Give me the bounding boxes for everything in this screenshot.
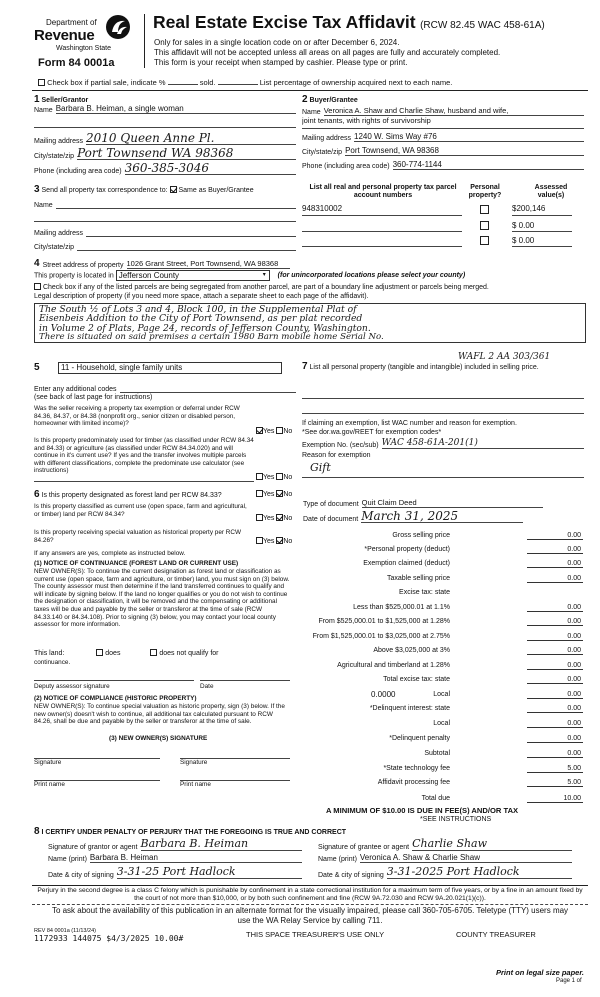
signature-label-2: Signature xyxy=(180,759,208,766)
alt-format-text: To ask about the availability of this publication in an alternate format for the visually impaired, please call 360-705-6705. Teletype (TTY) users may use the WA Relay Service by calling 711. xyxy=(51,906,569,925)
grantee-name-row: Name (print) Veronica A. Shaw & Charlie Shaw xyxy=(318,853,572,863)
seller-mailing-row: Mailing address 2010 Queen Anne Pl. xyxy=(34,132,296,145)
buyer-heading: 2 Buyer/Grantee xyxy=(302,94,358,105)
open-space-answer: Yes No xyxy=(256,514,292,522)
buyer-city-row: City/state/zip Port Townsend, WA 98368 xyxy=(302,146,584,156)
serial-number: WAFL 2 AA 303/361 xyxy=(458,352,551,362)
calc-row-tech-fee: *State technology fee 5.00 xyxy=(383,765,581,772)
exemption-question: Was the seller receiving a property tax exemption or deferral under RCW 84.36, 84.37, or 84.38 (nonprofit org., senior citizen or disabled person, homeowner with limited income)? xyxy=(34,405,240,428)
perjury-text: Perjury in the second degree is a class C felony which is punishable by confinement in a state correctional institution for a maximum term of five years, or by a fine in an amount fixed by the court of not more than $10,000, or by both such confinement and fine (RCW 9A.72.030 and RCW 9A.20.021(1)(c)). xyxy=(37,887,583,902)
continuance-word: continuance. xyxy=(34,659,71,666)
penalty-field[interactable]: 0.00 xyxy=(527,735,583,743)
codes-row: Enter any additional codes xyxy=(34,384,296,393)
treasurer-use-label: THIS SPACE TREASURER'S USE ONLY xyxy=(246,930,385,939)
corr-city-field[interactable] xyxy=(77,242,296,251)
forest-yes-checkbox[interactable] xyxy=(256,490,263,497)
calc-row-penalty: *Delinquent penalty 0.00 xyxy=(389,735,581,742)
wac-note: *See dor.wa.gov/REET for exemption codes* xyxy=(302,429,442,436)
legal-label: Legal description of property (if you need more space, attach a separate sheet to each page of the affidavit). xyxy=(34,293,369,300)
grantor-name-row: Name (print) Barbara B. Heiman xyxy=(48,853,302,863)
grantee-name-field[interactable]: Veronica A. Shaw & Charlie Shaw xyxy=(360,853,572,863)
perjury-rule xyxy=(32,885,588,886)
seller-name-row: Name Barbara B. Heiman, a single woman xyxy=(34,104,296,114)
grantor-date-field[interactable]: 3-31-25 Port Hadlock xyxy=(117,866,302,879)
parcels-heading: List all real and personal property tax parcel account numbers xyxy=(309,184,457,199)
corr-name-field-2[interactable] xyxy=(34,220,296,222)
agri-field[interactable]: 0.00 xyxy=(527,662,583,670)
farm-question: Is this property predominately used for timber (as classified under RCW 84.34 and 84.33) or agriculture (as classified under RCW 84.34.020) and will continue in it's current use? If yes and the transfer involves multiple parcels with different classifications, complete the predominate use calculator (see instructions) xyxy=(34,437,254,475)
seller-city-field[interactable]: Port Townsend WA 98368 xyxy=(77,147,296,160)
calc-row-local: 0.0000 Local 0.00 xyxy=(371,690,581,699)
header-note-2: This affidavit will not be accepted unless all areas on all pages are fully and accurately completed. xyxy=(154,48,501,57)
historic-answer: Yes No xyxy=(256,537,292,545)
certification-section xyxy=(34,826,586,884)
continuance-heading: (1) NOTICE OF CONTINUANCE (FOREST LAND OR CURRENT USE) xyxy=(34,560,239,567)
grantor-signature-row: Signature of grantor or agent Barbara B. Heiman xyxy=(48,838,302,851)
interest-local-field[interactable]: 0.00 xyxy=(527,720,583,728)
title-statute: (RCW 82.45 WAC 458-61A) xyxy=(420,20,545,31)
section7-text: 7 List all personal property (tangible and intangible) included in selling price. xyxy=(302,361,539,372)
dept-line1: Department of xyxy=(46,18,97,27)
calc-row-gross: Gross selling price 0.00 xyxy=(392,532,581,539)
compliance-heading: (2) NOTICE OF COMPLIANCE (HISTORIC PROPERTY) xyxy=(34,695,197,702)
header-divider xyxy=(144,14,145,68)
buyer-phone-field[interactable]: 360-774-1144 xyxy=(393,160,584,170)
reason-underline xyxy=(302,476,584,478)
calc-row-taxable: Taxable selling price 0.00 xyxy=(386,575,581,582)
street-row: 4 Street address of property 1026 Grant Street, Port Townsend, WA 98368 xyxy=(34,258,290,269)
gross-price-field[interactable]: 0.00 xyxy=(527,532,583,540)
property-location-section xyxy=(34,258,586,342)
assessed-value-1[interactable]: $200,146 xyxy=(512,204,572,216)
sold-label: sold. xyxy=(199,78,216,87)
partial-percent-field[interactable] xyxy=(168,78,198,85)
doc-date-field[interactable]: March 31, 2025 xyxy=(361,510,523,523)
subtotal-field[interactable]: 0.00 xyxy=(527,750,583,758)
legal-line-2: Eisenbeis Addition to the City of Port Townsend, as per plat recorded xyxy=(39,313,363,325)
grantee-date-row: Date & city of signing 3-31-2025 Port Hadlock xyxy=(318,866,572,879)
grantor-date-row: Date & city of signing 3-31-25 Port Hadlock xyxy=(48,866,302,879)
personal-property-field-1[interactable] xyxy=(302,397,584,399)
header-rule xyxy=(32,90,588,91)
corr-city-row: City/state/zip xyxy=(34,242,296,251)
partial-note: List percentage of ownership acquired next to each name. xyxy=(259,78,453,87)
buyer-mailing-row: Mailing address 1240 W. Sims Way #76 xyxy=(302,132,584,142)
total-due-field[interactable]: 10.00 xyxy=(527,795,583,803)
cashier-stamp: 1172933 144075 $4/3/2025 10.00# xyxy=(34,934,184,943)
corr-name-row: Name xyxy=(34,200,296,209)
partial-sale-row xyxy=(38,78,452,87)
certify-text: 8 I CERTIFY UNDER PENALTY OF PERJURY THAT THE FOREGOING IS TRUE AND CORRECT xyxy=(34,826,347,837)
form-number: Form 84 0001a xyxy=(38,57,115,69)
revenue-swirl-icon xyxy=(104,12,132,42)
taxable-price-field[interactable]: 0.00 xyxy=(527,575,583,583)
deputy-label: Deputy assessor signature xyxy=(34,683,110,690)
historic-no-checkbox[interactable] xyxy=(276,537,283,544)
buyer-mailing-field[interactable]: 1240 W. Sims Way #76 xyxy=(354,132,584,142)
legal-line-1: The South ½ of Lots 3 and 4, Block 100, in the Supplemental Plat of xyxy=(39,304,357,315)
grantee-signature-row: Signature of grantee or agent Charlie Shaw xyxy=(318,838,572,851)
forest-land-section xyxy=(34,489,296,819)
footer-rule xyxy=(32,904,588,905)
calc-row-subtotal: Subtotal 0.00 xyxy=(424,750,581,757)
segregated-row: Check box if any of the listed parcels are being segregated from another parcel, are part of a boundary line adjustment or parcels being merged. xyxy=(34,283,489,291)
buyer-phone-row: Phone (including area code) 360-774-1144 xyxy=(302,160,584,170)
sold-field[interactable] xyxy=(218,78,258,85)
land-use-select[interactable]: 11 - Household, single family units xyxy=(58,362,282,374)
parcel-field-2[interactable] xyxy=(302,221,462,232)
seller-city-row: City/state/zip Port Townsend WA 98368 xyxy=(34,147,296,160)
calc-row-processing-fee: Affidavit processing fee 5.00 xyxy=(377,779,581,786)
if-yes-note: If any answers are yes, complete as instructed below. xyxy=(34,550,186,557)
forest-question-row: 6 Is this property designated as forest land per RCW 84.33? xyxy=(34,489,222,500)
calc-row-personal: *Personal property (deduct) 0.00 xyxy=(364,546,581,553)
exemption-text: If claiming an exemption, list WAC number and reason for exemption. xyxy=(302,420,517,427)
rev-number: REV 84 0001a (11/13/24) xyxy=(34,928,96,934)
forest-no-checkbox[interactable] xyxy=(276,490,283,497)
open-space-yes-checkbox[interactable] xyxy=(256,514,263,521)
farm-no-checkbox[interactable] xyxy=(276,473,283,480)
legal-line-3: in Volume 2 of Plats, Page 24, records of Jefferson County, Washington. xyxy=(39,322,371,334)
header-note-1: Only for sales in a single location code on or after December 6, 2024. xyxy=(154,38,400,47)
legal-description-box[interactable] xyxy=(34,303,586,343)
parcels-table xyxy=(302,184,584,256)
tier3-field[interactable]: 0.00 xyxy=(527,633,583,641)
calc-row-excise-heading: Excise tax: state xyxy=(399,589,450,596)
buyer-name-row: Name Veronica A. Shaw and Charlie Shaw, husband and wife, xyxy=(302,106,584,116)
buyer-name-field[interactable]: Veronica A. Shaw and Charlie Shaw, husband and wife, xyxy=(324,106,584,116)
seller-heading: 1 Seller/Grantor xyxy=(34,94,89,105)
assessed-value-2[interactable]: $ 0.00 xyxy=(512,221,572,232)
grantor-signature-field[interactable]: Barbara B. Heiman xyxy=(141,838,302,851)
new-owner-heading: (3) NEW OWNER(S) SIGNATURE xyxy=(109,735,208,742)
calc-row-tier4: Above $3,025,000 at 3% 0.00 xyxy=(373,647,581,654)
exemption-number-field[interactable]: WAC 458-61A-201(1) xyxy=(382,438,584,449)
tier1-field[interactable]: 0.00 xyxy=(527,604,583,612)
section5-number: 5 xyxy=(34,362,40,373)
doc-date-row: Date of document March 31, 2025 xyxy=(303,510,523,523)
calc-row-total: Total due 10.00 xyxy=(421,795,581,802)
county-treasurer-label: COUNTY TREASURER xyxy=(456,930,536,939)
this-land-row: This land: does does not qualify for xyxy=(34,650,219,657)
tier2-field[interactable]: 0.00 xyxy=(527,618,583,626)
codes-note: (see back of last page for instructions) xyxy=(34,394,153,401)
street-address-field[interactable]: 1026 Grant Street, Port Townsend, WA 98368 xyxy=(127,259,291,269)
farm-underline xyxy=(34,480,254,482)
seller-mailing-field[interactable]: 2010 Queen Anne Pl. xyxy=(86,132,296,145)
dept-state: Washington State xyxy=(56,45,111,52)
seller-phone-row: Phone (including area code) 360-385-3046 xyxy=(34,162,296,175)
county-row: This property is located in Jefferson County ▾ (for unincorporated locations please select your county) xyxy=(34,271,466,280)
chevron-down-icon: ▾ xyxy=(262,272,266,278)
grantee-signature-field[interactable]: Charlie Shaw xyxy=(412,838,572,851)
corr-mailing-row: Mailing address xyxy=(34,228,296,237)
doc-type-row: Type of document Quit Claim Deed xyxy=(303,498,543,508)
does-not-qualify-checkbox[interactable] xyxy=(150,649,157,656)
local-field[interactable]: 0.00 xyxy=(527,691,583,699)
header-note-3: This form is your receipt when stamped by cashier. Please type or print. xyxy=(154,58,408,67)
title-text: Real Estate Excise Tax Affidavit xyxy=(153,12,416,32)
tier4-field[interactable]: 0.00 xyxy=(527,647,583,655)
personal-property-checkbox-3[interactable] xyxy=(480,236,489,245)
compliance-text: NEW OWNER(S): To continue special valuation as historic property, sign (3) below. If the new owner(s) doesn't wish to continue, all additional tax calculated pursuant to RCW 84.26, shall be due and payable by the seller or transferor at the time of sale. xyxy=(34,703,285,726)
minimum-notice: A MINIMUM OF $10.00 IS DUE IN FEE(S) AND/OR TAX xyxy=(326,806,519,815)
local-rate: 0.0000 xyxy=(371,690,396,699)
county-select[interactable]: Jefferson County ▾ xyxy=(116,270,270,281)
calc-row-agri: Agricultural and timberland at 1.28% 0.00 xyxy=(337,662,581,669)
personal-property-checkbox-2[interactable] xyxy=(480,221,489,230)
open-space-question: Is this property classified as current use (open space, farm and agricultural, or timber) land per RCW 84.34? xyxy=(34,503,247,518)
assessed-heading: Assessed value(s) xyxy=(534,184,568,199)
calc-row-tier3: From $1,525,000.01 to $3,025,000 at 2.75% 0.00 xyxy=(312,633,581,640)
parcel-number-field[interactable]: 948310002 xyxy=(302,204,462,216)
exemption-yes-checkbox[interactable] xyxy=(256,427,263,434)
calc-row-tier1: Less than $525,000.01 at 1.1% 0.00 xyxy=(353,604,581,611)
buyer-section xyxy=(302,94,584,182)
personal-heading: Personal property? xyxy=(468,184,502,199)
farm-answer: Yes No xyxy=(256,473,292,481)
land-use-section xyxy=(34,362,296,487)
doc-type-field[interactable]: Quit Claim Deed xyxy=(362,498,543,508)
deputy-date-label: Date xyxy=(200,683,214,690)
personal-deduct-field[interactable]: 0.00 xyxy=(527,546,583,554)
open-space-no-checkbox[interactable] xyxy=(276,514,283,521)
legal-paper-note: Print on legal size paper. xyxy=(496,968,584,977)
assessed-value-3[interactable]: $ 0.00 xyxy=(512,236,572,247)
grantor-name-field[interactable]: Barbara B. Heiman xyxy=(90,853,302,863)
total-state-field[interactable]: 0.00 xyxy=(527,676,583,684)
does-qualify-checkbox[interactable] xyxy=(96,649,103,656)
reason-field[interactable]: Gift xyxy=(310,461,331,474)
correspondence-heading: 3 Send all property tax correspondence to: Same as Buyer/Grantee xyxy=(34,184,254,195)
print-name-label-1: Print name xyxy=(34,781,65,788)
historic-yes-checkbox[interactable] xyxy=(256,537,263,544)
signature-label-1: Signature xyxy=(34,759,62,766)
grantee-date-field[interactable]: 3-31-2025 Port Hadlock xyxy=(387,866,572,879)
buyer-city-field[interactable]: Port Townsend, WA 98368 xyxy=(345,146,584,156)
calc-row-total-state: Total excise tax: state 0.00 xyxy=(383,676,581,683)
exemption-no-checkbox[interactable] xyxy=(276,427,283,434)
see-instructions: *SEE INSTRUCTIONS xyxy=(420,816,492,823)
same-as-buyer-checkbox[interactable] xyxy=(170,186,177,193)
seller-phone-field[interactable]: 360-385-3046 xyxy=(125,162,296,175)
corr-name-field[interactable] xyxy=(56,200,296,209)
additional-codes-field[interactable] xyxy=(120,384,297,393)
partial-sale-checkbox[interactable] xyxy=(38,79,45,86)
tech-fee-field[interactable]: 5.00 xyxy=(527,765,583,773)
segregated-checkbox[interactable] xyxy=(34,283,41,290)
seller-name-field[interactable]: Barbara B. Heiman, a single woman xyxy=(56,104,296,114)
partial-sale-label: Check box if partial sale, indicate % xyxy=(47,78,166,87)
tax-correspondence-section xyxy=(34,184,296,256)
forest-answer: Yes No xyxy=(256,490,292,498)
personal-property-checkbox-1[interactable] xyxy=(480,205,489,214)
calc-row-interest-local: Local 0.00 xyxy=(433,720,581,727)
parcel-field-3[interactable] xyxy=(302,236,462,247)
corr-mailing-field[interactable] xyxy=(86,228,296,237)
legal-line-4: There is situated on said premises a certain 1980 Barn mobile home Serial No. xyxy=(39,331,384,342)
deputy-date-field[interactable] xyxy=(200,679,290,681)
calc-row-interest-state: *Delinquent interest: state 0.00 xyxy=(369,705,581,712)
continuance-text: NEW OWNER(S): To continue the current designation as forest land or classification as current use (open space, farm and agriculture, or timber) land, you must sign on (3) below. The county assessor must then determine if the land transferred continues to qualify and will indicate by signing below. If the land no longer qualifies or you do not wish to continue the designation or classification, it will be removed and the compensating or additional taxes will be due and payable by the seller or transferor at the time of sale (RCW 84.33.140 or 84.34.108). Prior to signing (3) below, you may contact your local county assessor for more information. xyxy=(34,568,290,629)
buyer-name-field-2[interactable]: joint tenants, with rights of survivorship xyxy=(302,116,584,129)
interest-state-field[interactable]: 0.00 xyxy=(527,705,583,713)
processing-fee-field[interactable]: 5.00 xyxy=(527,779,583,787)
historic-question: Is this property receiving special valuation as historical property per RCW 84.26? xyxy=(34,529,242,544)
dept-name: Revenue xyxy=(34,27,95,44)
exemption-no-row: Exemption No. (sec/sub) WAC 458-61A-201(1) xyxy=(302,438,584,449)
calc-row-tier2: From $525,000.01 to $1,525,000 at 1.28% 0.00 xyxy=(318,618,581,625)
calc-row-exemption: Exemption claimed (deduct) 0.00 xyxy=(363,560,581,567)
dor-logo xyxy=(34,12,134,56)
exemption-answer: Yes No xyxy=(256,427,292,435)
print-name-label-2: Print name xyxy=(180,781,211,788)
exemption-deduct-field[interactable]: 0.00 xyxy=(527,560,583,568)
form-title xyxy=(153,12,545,33)
deputy-signature-field[interactable] xyxy=(34,679,194,681)
farm-yes-checkbox[interactable] xyxy=(256,473,263,480)
page-number: Page 1 of xyxy=(556,978,582,984)
reason-label: Reason for exemption xyxy=(302,452,371,459)
personal-property-field-2[interactable] xyxy=(302,412,584,414)
